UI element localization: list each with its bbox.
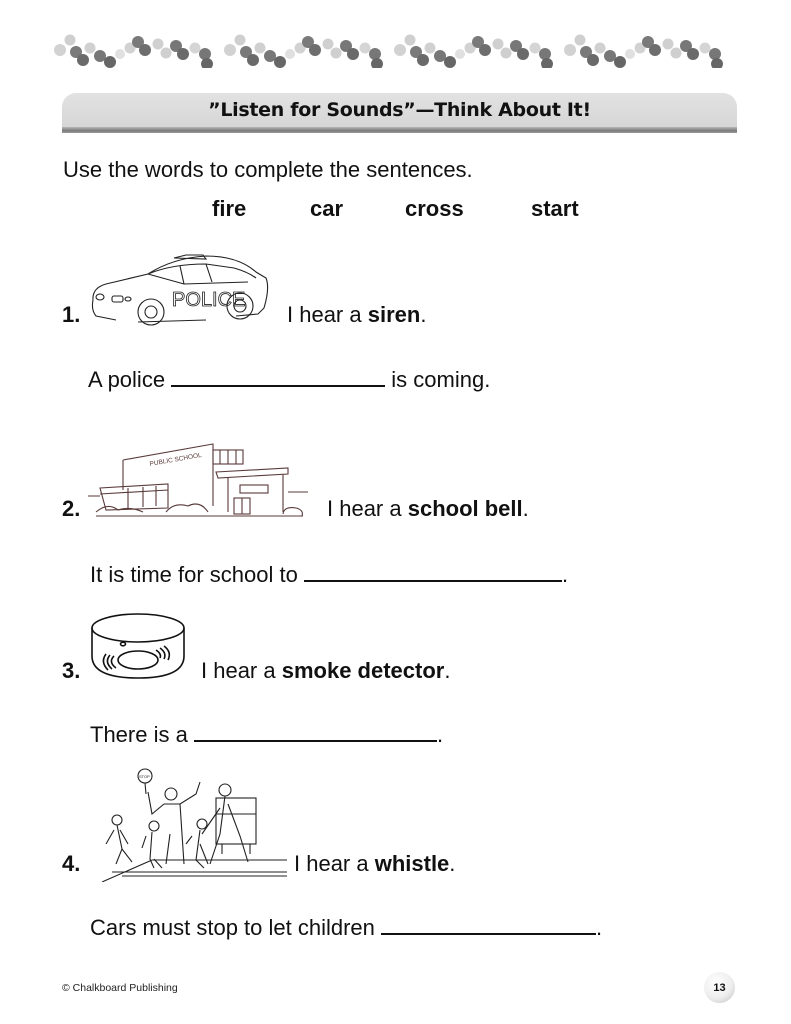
svg-text:STOP: STOP xyxy=(139,774,150,779)
page-number-badge xyxy=(704,972,735,1003)
question-prompt: I hear a siren. xyxy=(287,302,427,327)
word-bank-item: fire xyxy=(212,196,247,221)
answer-blank[interactable] xyxy=(381,915,596,935)
question-number: 1. xyxy=(62,302,81,327)
word-bank-item: car xyxy=(310,196,344,221)
worksheet-title-bar xyxy=(62,93,737,127)
svg-text:PUBLIC SCHOOL: PUBLIC SCHOOL xyxy=(149,451,203,468)
worksheet-title: ”Listen for Sounds”—Think About It! xyxy=(208,99,591,121)
fill-in-sentence: Cars must stop to let children . xyxy=(90,915,603,940)
fill-in-sentence: A police is coming. xyxy=(88,367,491,392)
page-number: 13 xyxy=(713,981,726,994)
answer-blank[interactable] xyxy=(171,367,385,387)
title-bar-underline xyxy=(62,127,737,133)
question-prompt: I hear a smoke detector. xyxy=(201,658,451,683)
fill-in-sentence: There is a . xyxy=(90,722,444,747)
word-bank-item: cross xyxy=(405,196,464,221)
question-number: 3. xyxy=(62,658,81,683)
answer-blank[interactable] xyxy=(194,722,437,742)
question-prompt: I hear a whistle. xyxy=(294,851,456,876)
question-prompt: I hear a school bell. xyxy=(327,496,529,521)
bead-border-decoration xyxy=(50,18,750,68)
instructions: Use the words to complete the sentences. xyxy=(63,157,473,182)
copyright-notice: © Chalkboard Publishing xyxy=(62,982,178,994)
crossing-guard-icon xyxy=(92,764,287,882)
question-number: 4. xyxy=(62,851,81,876)
smoke-detector-icon xyxy=(90,610,190,682)
question-number: 2. xyxy=(62,496,81,521)
answer-blank[interactable] xyxy=(304,562,562,582)
police-car-icon xyxy=(88,250,273,330)
school-building-icon xyxy=(88,440,313,522)
word-bank-item: start xyxy=(531,196,579,221)
svg-text:POLICE: POLICE xyxy=(172,289,246,311)
fill-in-sentence: It is time for school to . xyxy=(90,562,569,587)
